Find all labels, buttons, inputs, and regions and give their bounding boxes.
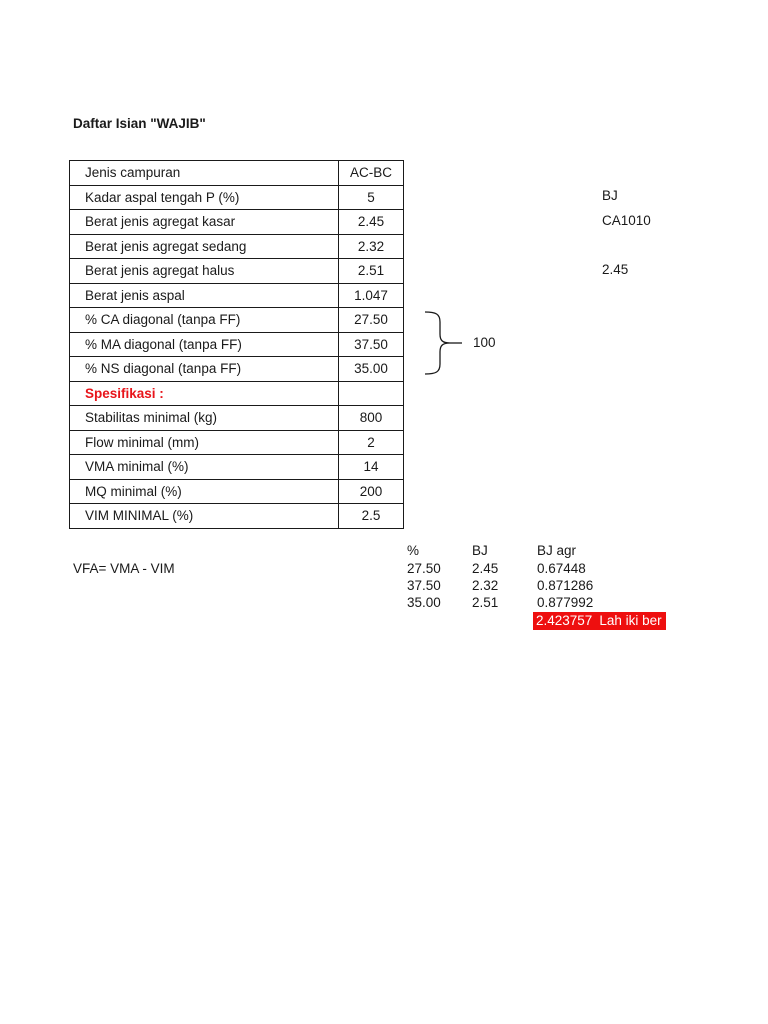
calc-cell: 37.50 <box>407 578 441 593</box>
row-value: 37.50 <box>339 332 404 357</box>
table-row <box>70 210 404 235</box>
highlighted-total-cell <box>533 612 666 630</box>
calc-cell: 2.51 <box>472 595 499 610</box>
row-label: Kadar aspal tengah P (%) <box>70 185 339 210</box>
row-value: AC-BC <box>339 161 404 186</box>
table-row-spec-header <box>70 381 404 406</box>
row-label: Berat jenis agregat sedang <box>70 234 339 259</box>
page-title: Daftar Isian "WAJIB" <box>73 116 206 131</box>
calc-header-percent: % <box>407 543 420 558</box>
row-label: VIM MINIMAL (%) <box>70 504 339 529</box>
row-value: 27.50 <box>339 308 404 333</box>
table-row <box>70 332 404 357</box>
row-value: 5 <box>339 185 404 210</box>
ca-bj-value: 2.45 <box>602 262 629 277</box>
row-value <box>339 381 404 406</box>
row-value: 2.51 <box>339 259 404 284</box>
row-label: Berat jenis agregat kasar <box>70 210 339 235</box>
row-label: % NS diagonal (tanpa FF) <box>70 357 339 382</box>
row-value: 2.45 <box>339 210 404 235</box>
row-value: 2.5 <box>339 504 404 529</box>
input-table <box>69 160 404 529</box>
ca-code-label: CA1010 <box>602 213 651 228</box>
row-label: Jenis campuran <box>70 161 339 186</box>
row-label: % CA diagonal (tanpa FF) <box>70 308 339 333</box>
row-label: % MA diagonal (tanpa FF) <box>70 332 339 357</box>
table-row <box>70 185 404 210</box>
calc-cell: 27.50 <box>407 561 441 576</box>
row-value: 2 <box>339 430 404 455</box>
vfa-formula: VFA= VMA - VIM <box>73 561 175 576</box>
calc-header-bj-agr: BJ agr <box>537 543 577 558</box>
table-row <box>70 357 404 382</box>
row-label: Stabilitas minimal (kg) <box>70 406 339 431</box>
highlight-note: Lah iki ber <box>599 613 662 628</box>
row-label: Berat jenis agregat halus <box>70 259 339 284</box>
brace-total: 100 <box>473 335 496 350</box>
spec-heading: Spesifikasi : <box>70 381 339 406</box>
calc-cell: 2.32 <box>472 578 499 593</box>
row-label: Berat jenis aspal <box>70 283 339 308</box>
row-value: 2.32 <box>339 234 404 259</box>
curly-brace-icon <box>420 310 464 376</box>
table-row <box>70 479 404 504</box>
table-row <box>70 161 404 186</box>
table-row <box>70 259 404 284</box>
calc-header-bj: BJ <box>472 543 488 558</box>
row-value: 35.00 <box>339 357 404 382</box>
table-row <box>70 406 404 431</box>
bj-label: BJ <box>602 188 618 203</box>
row-label: VMA minimal (%) <box>70 455 339 480</box>
row-value: 800 <box>339 406 404 431</box>
calc-total: 2.423757 <box>536 613 593 628</box>
row-value: 1.047 <box>339 283 404 308</box>
table-row <box>70 504 404 529</box>
calc-cell: 0.67448 <box>537 561 586 576</box>
calc-cell: 0.877992 <box>537 595 594 610</box>
table-row <box>70 308 404 333</box>
calc-cell: 35.00 <box>407 595 441 610</box>
table-row <box>70 234 404 259</box>
row-value: 200 <box>339 479 404 504</box>
table-row <box>70 283 404 308</box>
calc-cell: 0.871286 <box>537 578 594 593</box>
row-label: Flow minimal (mm) <box>70 430 339 455</box>
row-value: 14 <box>339 455 404 480</box>
calc-cell: 2.45 <box>472 561 499 576</box>
table-row <box>70 455 404 480</box>
row-label: MQ minimal (%) <box>70 479 339 504</box>
table-row <box>70 430 404 455</box>
